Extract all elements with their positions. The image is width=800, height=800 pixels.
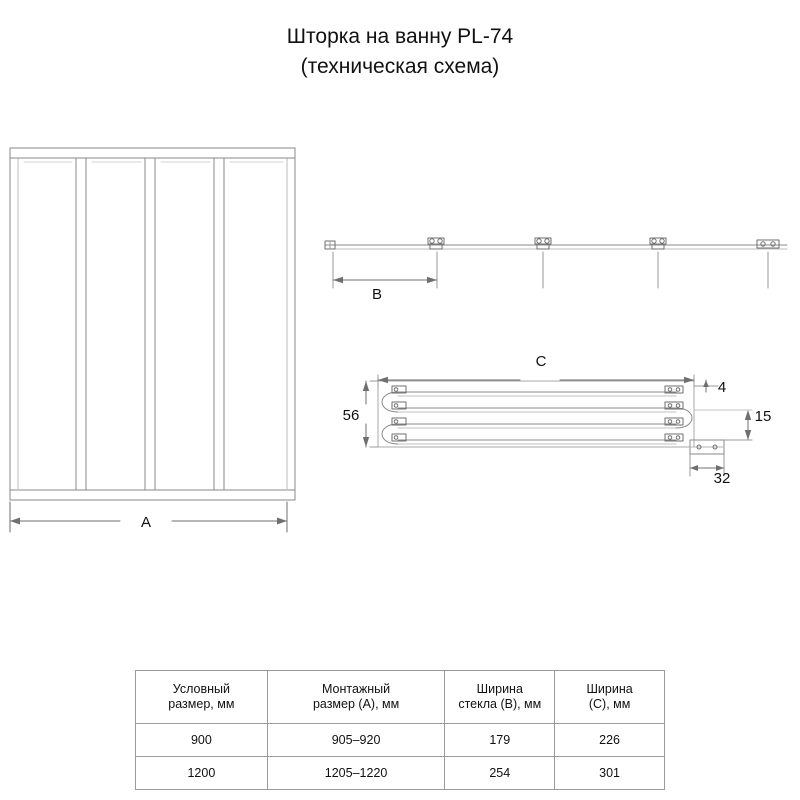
page-title-line1: Шторка на ванну PL-74 xyxy=(286,25,514,48)
column-header-glass-width-l2: стекла (B), мм xyxy=(458,697,542,711)
cell-width-c: 301 xyxy=(555,757,665,790)
column-header-width-c xyxy=(555,671,665,724)
column-header-nominal-l1: Условный xyxy=(172,682,230,696)
label-dim-32: 32 xyxy=(713,470,731,487)
column-header-glass-width xyxy=(445,671,555,724)
column-header-nominal-l2: размер, мм xyxy=(168,697,235,711)
column-header-nominal xyxy=(136,671,268,724)
label-dim-b: B xyxy=(371,286,383,303)
column-header-width-c-l2: (C), мм xyxy=(588,697,631,711)
table-row xyxy=(136,757,665,790)
label-dim-c: C xyxy=(535,353,547,370)
cell-nominal: 1200 xyxy=(136,757,268,790)
table-header-row xyxy=(136,671,665,724)
spec-table-wrapper xyxy=(135,670,665,790)
dimension-4 xyxy=(694,380,718,392)
column-header-mounting xyxy=(267,671,445,724)
dimension-15 xyxy=(694,410,752,440)
dimension-b xyxy=(333,277,437,283)
column-header-mounting-l2: размер (A), мм xyxy=(312,697,400,711)
label-dim-4: 4 xyxy=(717,379,727,396)
column-header-glass-width-l1: Ширина xyxy=(476,682,523,696)
cell-glass-width: 254 xyxy=(445,757,555,790)
label-dim-15: 15 xyxy=(754,408,772,425)
page-title-line2: (техническая схема) xyxy=(300,55,500,78)
column-header-mounting-l1: Монтажный xyxy=(321,682,391,696)
label-dim-a: A xyxy=(140,514,152,531)
front-view xyxy=(10,148,295,500)
spec-table xyxy=(135,670,665,790)
cell-mounting: 1205–1220 xyxy=(267,757,445,790)
dimension-56 xyxy=(363,381,378,447)
label-dim-56: 56 xyxy=(342,407,360,424)
column-header-width-c-l1: Ширина xyxy=(586,682,633,696)
table-row xyxy=(136,724,665,757)
cell-nominal: 900 xyxy=(136,724,268,757)
folded-view xyxy=(363,375,752,476)
cell-glass-width: 179 xyxy=(445,724,555,757)
cell-width-c: 226 xyxy=(555,724,665,757)
cell-mounting: 905–920 xyxy=(267,724,445,757)
top-view xyxy=(325,238,787,288)
